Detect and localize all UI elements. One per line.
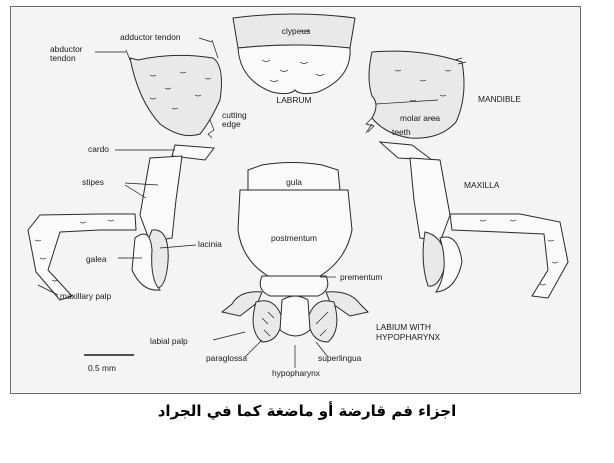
hypopharynx-shape bbox=[280, 296, 310, 336]
left-maxillary-palp-shape bbox=[28, 214, 136, 300]
right-paraglossa-shape bbox=[308, 301, 337, 342]
right-maxillary-palp-shape bbox=[450, 214, 568, 298]
superlingua-label: superlingua bbox=[318, 353, 362, 363]
molar-area-label: molar area bbox=[400, 113, 441, 123]
abductor-tendon-label-1: abductor bbox=[50, 44, 83, 54]
lacinia-label: lacinia bbox=[198, 239, 222, 249]
postmentum-label: postmentum bbox=[270, 233, 318, 243]
adductor-tendon-label: adductor tendon bbox=[120, 32, 181, 42]
left-paraglossa-shape bbox=[253, 301, 282, 342]
maxillary-palp-label: maxillary palp bbox=[60, 291, 112, 301]
prementum-label: prementum bbox=[340, 272, 383, 282]
right-mandible-shape bbox=[369, 51, 464, 138]
right-maxilla bbox=[380, 142, 568, 298]
left-mandible bbox=[126, 40, 221, 138]
clypeus-label: clypeus bbox=[281, 26, 311, 36]
left-mandible-shape bbox=[130, 55, 221, 135]
paraglossa-label: paraglossa bbox=[206, 353, 247, 363]
cutting-edge-label-1: cutting bbox=[222, 110, 247, 120]
right-mandible bbox=[366, 51, 466, 138]
labium-label-1: LABIUM WITH bbox=[376, 322, 431, 332]
galea-label: galea bbox=[86, 254, 107, 264]
figure-caption: اجزاء فم قارضة أو ماضغة كما في الجراد bbox=[157, 402, 457, 420]
cardo-label: cardo bbox=[88, 144, 109, 154]
prementum-shape bbox=[260, 276, 328, 296]
hypopharynx-label: hypopharynx bbox=[272, 368, 320, 378]
gula-label: gula bbox=[286, 177, 302, 187]
labium-label-2: HYPOPHARYNX bbox=[376, 332, 441, 342]
left-stipes-shape bbox=[140, 156, 182, 242]
cutting-edge-label-2: edge bbox=[222, 119, 241, 129]
labrum-label: LABRUM bbox=[276, 95, 312, 105]
left-maxilla bbox=[28, 145, 214, 300]
right-stipes-shape bbox=[410, 158, 450, 242]
labial-palp-label: labial palp bbox=[150, 336, 188, 346]
stipes-label: stipes bbox=[82, 177, 104, 187]
teeth-label: teeth bbox=[392, 127, 411, 137]
right-cardo-shape bbox=[380, 142, 432, 160]
labium bbox=[222, 163, 368, 343]
mandible-label: MANDIBLE bbox=[478, 94, 521, 104]
scale-label: 0.5 mm bbox=[88, 363, 116, 373]
abductor-tendon-label-2: tendon bbox=[50, 53, 76, 63]
maxilla-label: MAXILLA bbox=[464, 180, 500, 190]
labrum-shape bbox=[238, 45, 350, 94]
